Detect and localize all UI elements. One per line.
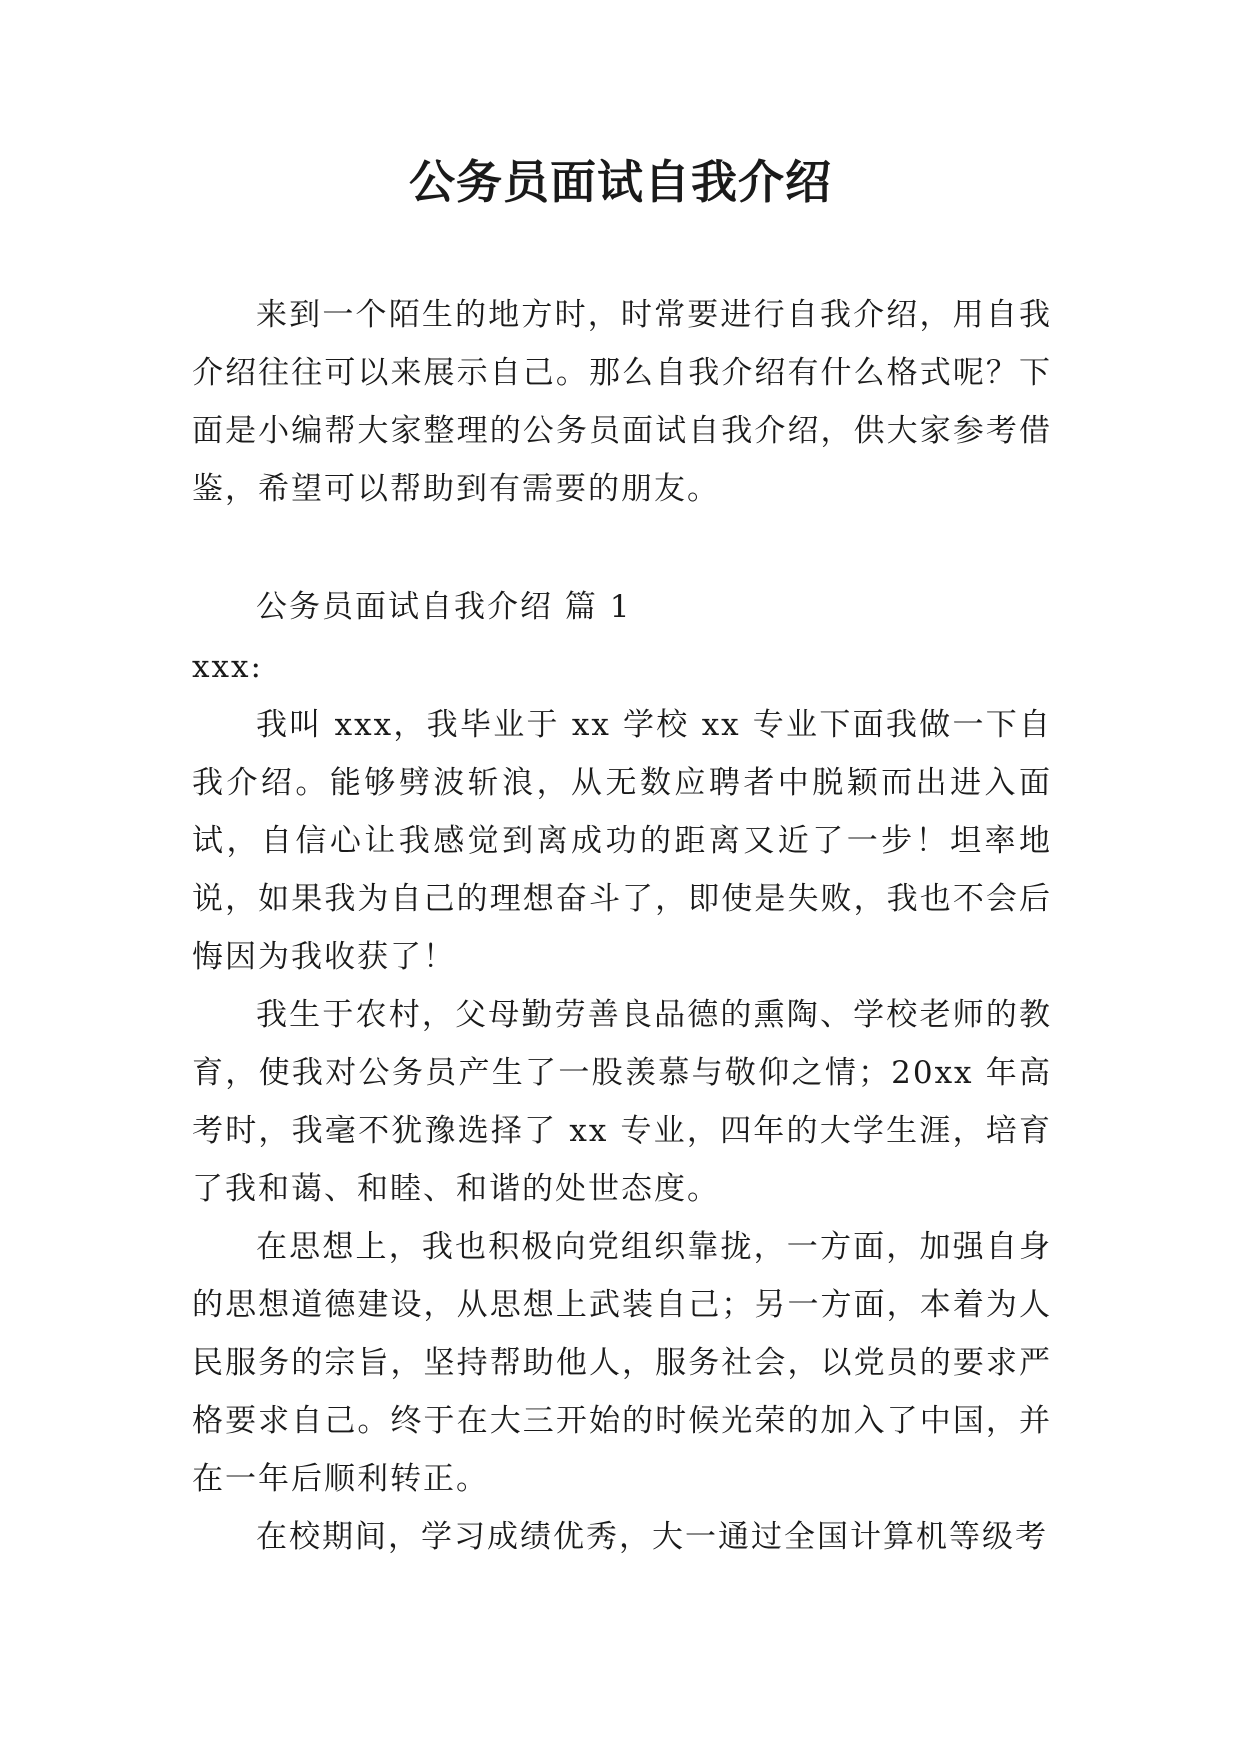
section-heading: 公务员面试自我介绍 篇 1 [256, 589, 632, 625]
document-title: 公务员面试自我介绍 [409, 155, 832, 209]
document-body [192, 286, 1052, 1566]
salutation: xxx: [192, 649, 263, 685]
body-paragraph-1: 我叫 xxx，我毕业于 xx 学校 xx 专业下面我做一下自我介绍。能够劈波斩浪，从无数应聘者中脱颖而出进入面试，自信心让我感觉到离成功的距离又近了一步！坦率地说，如果我为自己的理想奋斗了，即使是失败，我也不会后悔因为我收获了！ [192, 707, 1052, 975]
intro-paragraph: 来到一个陌生的地方时，时常要进行自我介绍，用自我介绍往往可以来展示自己。那么自我介绍有什么格式呢？下面是小编帮大家整理的公务员面试自我介绍，供大家参考借鉴，希望可以帮助到有需要的朋友。 [192, 297, 1052, 507]
body-paragraph-2: 我生于农村，父母勤劳善良品德的熏陶、学校老师的教育，使我对公务员产生了一股羡慕与敬仰之情；20xx 年高考时，我毫不犹豫选择了 xx 专业，四年的大学生涯，培育了我和蔼、和睦、和谐的处世态度。 [192, 997, 1052, 1207]
body-paragraph-4: 在校期间，学习成绩优秀，大一通过全国计算机等级考 [256, 1519, 1048, 1555]
body-paragraph-3: 在思想上，我也积极向党组织靠拢，一方面，加强自身的思想道德建设，从思想上武装自己；另一方面，本着为人民服务的宗旨，坚持帮助他人，服务社会，以党员的要求严格要求自己。终于在大三开始的时候光荣的加入了中国，并在一年后顺利转正。 [192, 1229, 1052, 1497]
